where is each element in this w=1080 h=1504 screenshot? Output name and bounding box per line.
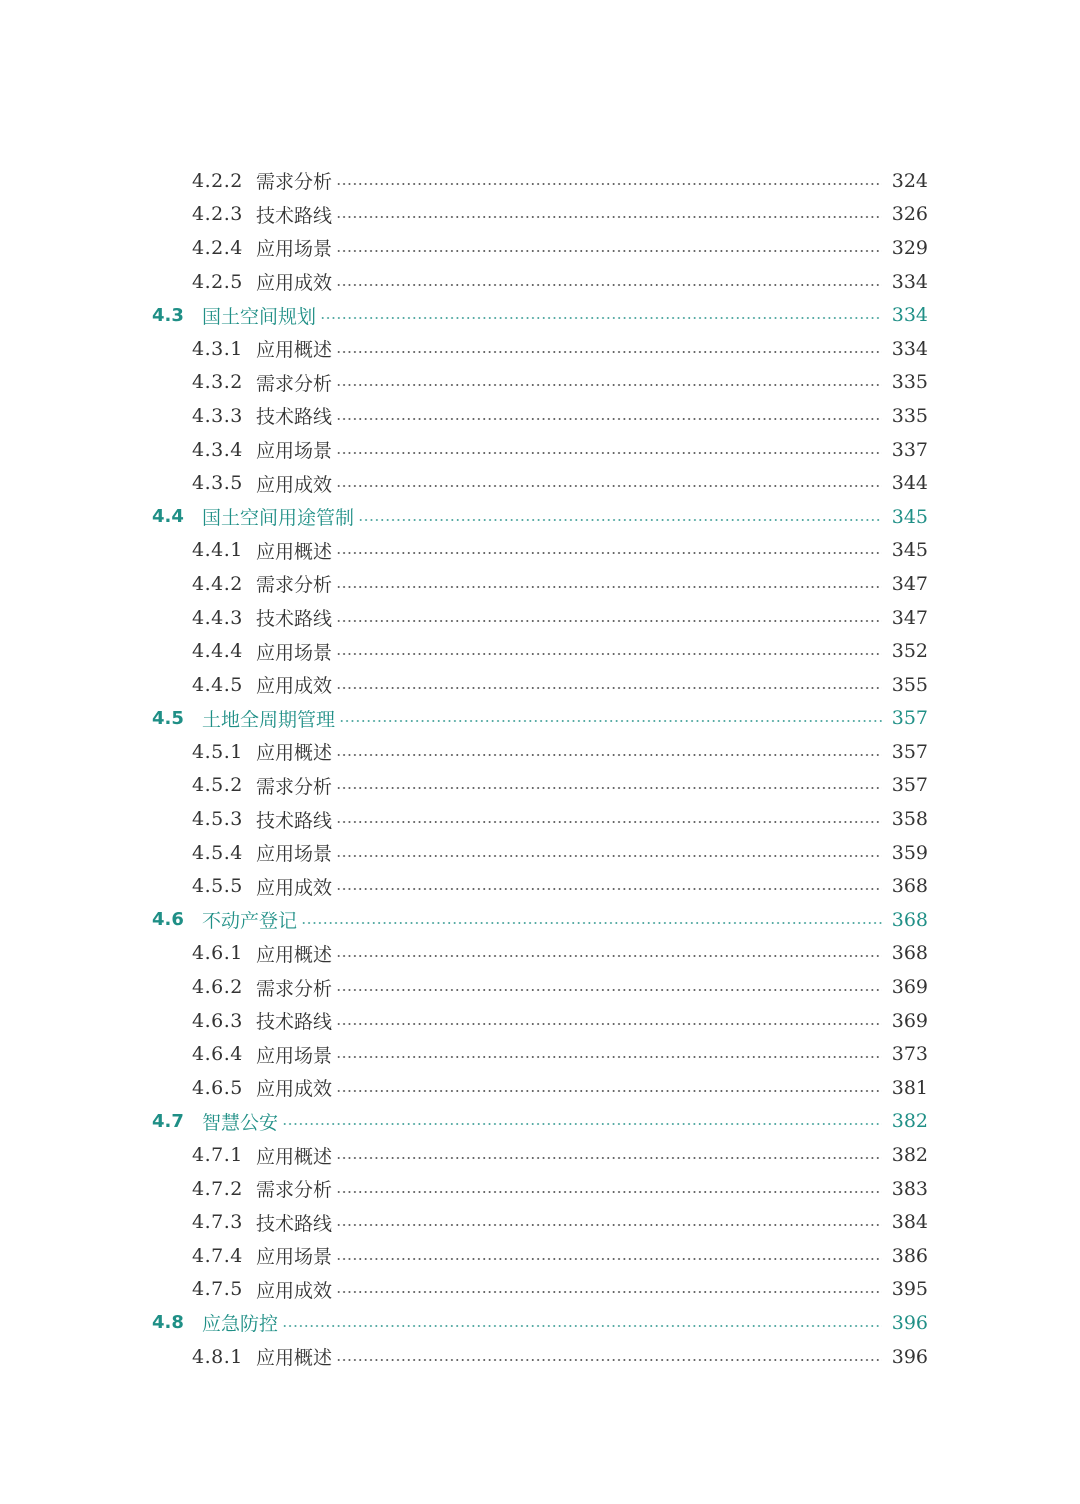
toc-entry-number: 4.6.4 bbox=[192, 1043, 243, 1066]
toc-entry-number: 4.2.2 bbox=[192, 169, 243, 192]
toc-entry-number: 4.2.5 bbox=[192, 270, 243, 293]
dot-leader bbox=[336, 1023, 882, 1025]
toc-entry-title: 应用概述 bbox=[256, 742, 333, 765]
toc-entry-page-number: 382 bbox=[891, 1144, 928, 1167]
toc-entry-title: 应用成效 bbox=[256, 473, 333, 496]
toc-subsection-entry[interactable] bbox=[150, 802, 928, 836]
dot-leader bbox=[336, 452, 882, 454]
toc-entry-page-number: 384 bbox=[891, 1211, 928, 1234]
toc-entry-page-number: 368 bbox=[891, 942, 928, 965]
dot-leader bbox=[336, 1224, 882, 1226]
toc-subsection-entry[interactable] bbox=[150, 1071, 928, 1105]
toc-entry-title: 技术路线 bbox=[256, 809, 333, 832]
toc-entry-title: 需求分析 bbox=[256, 372, 333, 395]
toc-subsection-entry[interactable] bbox=[150, 601, 928, 635]
toc-subsection-entry[interactable] bbox=[150, 1004, 928, 1038]
toc-subsection-entry[interactable] bbox=[150, 1239, 928, 1273]
toc-entry-title: 应用场景 bbox=[256, 843, 333, 866]
toc-subsection-entry[interactable] bbox=[150, 265, 928, 299]
dot-leader bbox=[336, 1359, 882, 1361]
toc-entry-number: 4.5.2 bbox=[192, 774, 243, 797]
toc-entry-title: 应用场景 bbox=[256, 440, 333, 463]
toc-entry-title: 应用成效 bbox=[256, 675, 333, 698]
toc-entry-title: 应用概述 bbox=[256, 540, 333, 563]
toc-entry-number: 4.2.3 bbox=[192, 203, 243, 226]
toc-entry-page-number: 334 bbox=[891, 337, 928, 360]
toc-entry-page-number: 368 bbox=[891, 875, 928, 898]
toc-entry-page-number: 396 bbox=[891, 1345, 928, 1368]
toc-subsection-entry[interactable] bbox=[150, 466, 928, 500]
toc-entry-page-number: 383 bbox=[891, 1177, 928, 1200]
toc-entry-number: 4.4.5 bbox=[192, 673, 243, 696]
toc-entry-title: 技术路线 bbox=[256, 1011, 333, 1034]
dot-leader bbox=[336, 485, 882, 487]
toc-entry-number: 4.5.5 bbox=[192, 875, 243, 898]
toc-entry-page-number: 396 bbox=[891, 1311, 928, 1334]
toc-entry-page-number: 347 bbox=[891, 606, 928, 629]
toc-entry-number: 4.7.3 bbox=[192, 1211, 243, 1234]
toc-subsection-entry[interactable] bbox=[150, 399, 928, 433]
toc-entry-page-number: 382 bbox=[891, 1110, 928, 1133]
toc-entry-page-number: 395 bbox=[891, 1278, 928, 1301]
toc-entry-title: 应用场景 bbox=[256, 1246, 333, 1269]
toc-entry-number: 4.6.2 bbox=[192, 976, 243, 999]
toc-entry-page-number: 358 bbox=[891, 808, 928, 831]
toc-entry-number: 4.3.5 bbox=[192, 472, 243, 495]
toc-entry-number: 4.5.3 bbox=[192, 808, 243, 831]
toc-subsection-entry[interactable] bbox=[150, 366, 928, 400]
toc-entry-number: 4.6.5 bbox=[192, 1076, 243, 1099]
toc-entry-page-number: 345 bbox=[891, 539, 928, 562]
dot-leader bbox=[336, 821, 882, 823]
dot-leader bbox=[282, 1325, 882, 1327]
toc-entry-page-number: 337 bbox=[891, 438, 928, 461]
toc-entry-title: 应用成效 bbox=[256, 1279, 333, 1302]
toc-subsection-entry[interactable] bbox=[150, 735, 928, 769]
toc-entry-title: 技术路线 bbox=[256, 608, 333, 631]
toc-entry-title: 应用场景 bbox=[256, 238, 333, 261]
dot-leader bbox=[336, 1258, 882, 1260]
toc-subsection-entry[interactable] bbox=[150, 433, 928, 467]
toc-entry-page-number: 386 bbox=[891, 1244, 928, 1267]
toc-entry-page-number: 368 bbox=[891, 908, 928, 931]
toc-subsection-entry[interactable] bbox=[150, 1273, 928, 1307]
dot-leader bbox=[336, 989, 882, 991]
toc-entry-title: 技术路线 bbox=[256, 406, 333, 429]
toc-entry-page-number: 324 bbox=[891, 169, 928, 192]
toc-entry-page-number: 357 bbox=[891, 740, 928, 763]
toc-entry-number: 4.4.1 bbox=[192, 539, 243, 562]
toc-entry-title: 应用概述 bbox=[256, 1145, 333, 1168]
dot-leader bbox=[339, 720, 882, 722]
toc-entry-number: 4.4.2 bbox=[192, 572, 243, 595]
dot-leader bbox=[336, 787, 882, 789]
toc-entry-number: 4.5 bbox=[152, 707, 184, 729]
toc-subsection-entry[interactable] bbox=[150, 836, 928, 870]
toc-entry-title: 土地全周期管理 bbox=[202, 708, 336, 731]
toc-subsection-entry[interactable] bbox=[150, 1340, 928, 1374]
toc-entry-number: 4.6 bbox=[152, 909, 184, 931]
toc-subsection-entry[interactable] bbox=[150, 332, 928, 366]
toc-subsection-entry[interactable] bbox=[150, 769, 928, 803]
dot-leader bbox=[336, 351, 882, 353]
toc-subsection-entry[interactable] bbox=[150, 164, 928, 198]
dot-leader bbox=[336, 754, 882, 756]
toc-entry-title: 应用概述 bbox=[256, 943, 333, 966]
toc-entry-title: 国土空间用途管制 bbox=[202, 507, 355, 530]
dot-leader bbox=[336, 384, 882, 386]
toc-section-entry[interactable] bbox=[150, 1306, 928, 1340]
dot-leader bbox=[336, 855, 882, 857]
toc-entry-number: 4.4.3 bbox=[192, 606, 243, 629]
toc-entry-number: 4.7.5 bbox=[192, 1278, 243, 1301]
dot-leader bbox=[336, 586, 882, 588]
toc-entry-page-number: 369 bbox=[891, 1009, 928, 1032]
toc-section-entry[interactable] bbox=[150, 298, 928, 332]
dot-leader bbox=[358, 519, 882, 521]
toc-entry-title: 智慧公安 bbox=[202, 1111, 279, 1134]
toc-subsection-entry[interactable] bbox=[150, 1205, 928, 1239]
toc-entry-title: 应急防控 bbox=[202, 1313, 279, 1336]
toc-entry-page-number: 334 bbox=[891, 304, 928, 327]
toc-entry-number: 4.7.2 bbox=[192, 1177, 243, 1200]
toc-entry-title: 国土空间规划 bbox=[202, 305, 317, 328]
dot-leader bbox=[336, 250, 882, 252]
toc-entry-title: 应用概述 bbox=[256, 1347, 333, 1370]
toc-entry-title: 需求分析 bbox=[256, 574, 333, 597]
toc-section-entry[interactable] bbox=[150, 702, 928, 736]
toc-entry-page-number: 355 bbox=[891, 673, 928, 696]
dot-leader bbox=[336, 1291, 882, 1293]
toc-entry-number: 4.8 bbox=[152, 1312, 184, 1334]
toc-entry-title: 需求分析 bbox=[256, 977, 333, 1000]
toc-entry-title: 不动产登记 bbox=[202, 910, 298, 933]
toc-entry-number: 4.3 bbox=[152, 304, 184, 326]
toc-subsection-entry[interactable] bbox=[150, 869, 928, 903]
toc-entry-number: 4.3.1 bbox=[192, 337, 243, 360]
toc-subsection-entry[interactable] bbox=[150, 1138, 928, 1172]
dot-leader bbox=[336, 1157, 882, 1159]
toc-entry-page-number: 369 bbox=[891, 976, 928, 999]
dot-leader bbox=[301, 922, 882, 924]
toc-section-entry[interactable] bbox=[150, 500, 928, 534]
toc-subsection-entry[interactable] bbox=[150, 534, 928, 568]
toc-entry-page-number: 335 bbox=[891, 404, 928, 427]
toc-entry-number: 4.7.4 bbox=[192, 1244, 243, 1267]
toc-entry-page-number: 347 bbox=[891, 572, 928, 595]
toc-entry-number: 4.4.4 bbox=[192, 640, 243, 663]
toc-entry-number: 4.7 bbox=[152, 1110, 184, 1132]
toc-entry-number: 4.4 bbox=[152, 506, 184, 528]
toc-subsection-entry[interactable] bbox=[150, 1172, 928, 1206]
toc-subsection-entry[interactable] bbox=[150, 567, 928, 601]
toc-entry-number: 4.6.3 bbox=[192, 1009, 243, 1032]
dot-leader bbox=[336, 687, 882, 689]
toc-entry-title: 技术路线 bbox=[256, 204, 333, 227]
toc-entry-title: 应用成效 bbox=[256, 876, 333, 899]
toc-subsection-entry[interactable] bbox=[150, 668, 928, 702]
dot-leader bbox=[336, 284, 882, 286]
toc-entry-number: 4.3.4 bbox=[192, 438, 243, 461]
table-of-contents bbox=[150, 164, 928, 1373]
toc-entry-number: 4.6.1 bbox=[192, 942, 243, 965]
toc-entry-number: 4.7.1 bbox=[192, 1144, 243, 1167]
dot-leader bbox=[320, 317, 882, 319]
dot-leader bbox=[336, 216, 882, 218]
toc-entry-page-number: 357 bbox=[891, 774, 928, 797]
toc-entry-title: 应用场景 bbox=[256, 1044, 333, 1067]
toc-entry-title: 应用成效 bbox=[256, 272, 333, 295]
dot-leader bbox=[282, 1123, 882, 1125]
toc-entry-page-number: 344 bbox=[891, 472, 928, 495]
toc-entry-page-number: 334 bbox=[891, 270, 928, 293]
toc-entry-title: 需求分析 bbox=[256, 1179, 333, 1202]
toc-entry-page-number: 326 bbox=[891, 203, 928, 226]
dot-leader bbox=[336, 955, 882, 957]
toc-entry-number: 4.3.2 bbox=[192, 371, 243, 394]
toc-entry-page-number: 329 bbox=[891, 236, 928, 259]
toc-entry-page-number: 373 bbox=[891, 1043, 928, 1066]
toc-entry-page-number: 345 bbox=[891, 505, 928, 528]
toc-entry-page-number: 352 bbox=[891, 640, 928, 663]
toc-entry-title: 应用概述 bbox=[256, 339, 333, 362]
toc-entry-number: 4.2.4 bbox=[192, 236, 243, 259]
toc-entry-number: 4.8.1 bbox=[192, 1345, 243, 1368]
toc-subsection-entry[interactable] bbox=[150, 937, 928, 971]
toc-subsection-entry[interactable] bbox=[150, 198, 928, 232]
toc-subsection-entry[interactable] bbox=[150, 231, 928, 265]
dot-leader bbox=[336, 1090, 882, 1092]
toc-entry-title: 需求分析 bbox=[256, 775, 333, 798]
toc-entry-title: 技术路线 bbox=[256, 1212, 333, 1235]
dot-leader bbox=[336, 620, 882, 622]
toc-subsection-entry[interactable] bbox=[150, 1037, 928, 1071]
dot-leader bbox=[336, 418, 882, 420]
toc-entry-page-number: 381 bbox=[891, 1076, 928, 1099]
toc-subsection-entry[interactable] bbox=[150, 970, 928, 1004]
dot-leader bbox=[336, 653, 882, 655]
dot-leader bbox=[336, 888, 882, 890]
toc-entry-title: 应用场景 bbox=[256, 641, 333, 664]
dot-leader bbox=[336, 183, 882, 185]
toc-entry-page-number: 335 bbox=[891, 371, 928, 394]
toc-subsection-entry[interactable] bbox=[150, 634, 928, 668]
toc-entry-number: 4.5.1 bbox=[192, 740, 243, 763]
dot-leader bbox=[336, 1056, 882, 1058]
toc-entry-number: 4.5.4 bbox=[192, 841, 243, 864]
toc-entry-number: 4.3.3 bbox=[192, 404, 243, 427]
toc-entry-page-number: 359 bbox=[891, 841, 928, 864]
toc-section-entry[interactable] bbox=[150, 903, 928, 937]
toc-entry-title: 需求分析 bbox=[256, 171, 333, 194]
toc-entry-title: 应用成效 bbox=[256, 1078, 333, 1101]
dot-leader bbox=[336, 552, 882, 554]
dot-leader bbox=[336, 1191, 882, 1193]
toc-entry-page-number: 357 bbox=[891, 707, 928, 730]
toc-section-entry[interactable] bbox=[150, 1105, 928, 1139]
